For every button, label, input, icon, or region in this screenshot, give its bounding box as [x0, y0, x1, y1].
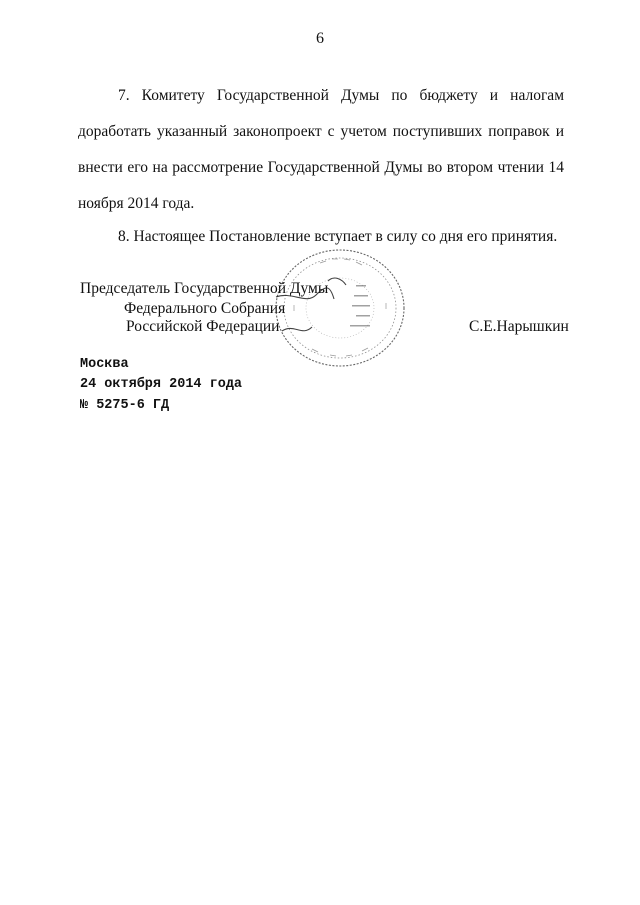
paragraph-8: 8. Настоящее Постановление вступает в силу со дня его принятия. — [118, 227, 558, 245]
signatory-name: С.Е.Нарышкин — [469, 318, 569, 335]
signatory-title-line-1: Председатель Государственной Думы — [80, 280, 329, 297]
paragraph-7: 7. Комитету Государственной Думы по бюджету и налогам доработать указанный законопроект с учетом поступивших поправок и внести его на рассмотрение Государственной Думы во втором чтении 14 ноября 2014 года. — [78, 86, 564, 212]
signatory-title-line-2: Федерального Собрания — [124, 300, 286, 317]
document-number: № 5275-6 ГД — [80, 398, 170, 413]
page-number: 6 — [316, 30, 324, 47]
place-of-signing: Москва — [80, 357, 129, 372]
signatory-title-line-3: Российской Федерации — [126, 318, 280, 335]
official-seal-stamp — [272, 245, 408, 371]
document-date: 24 октября 2014 года — [80, 377, 243, 392]
